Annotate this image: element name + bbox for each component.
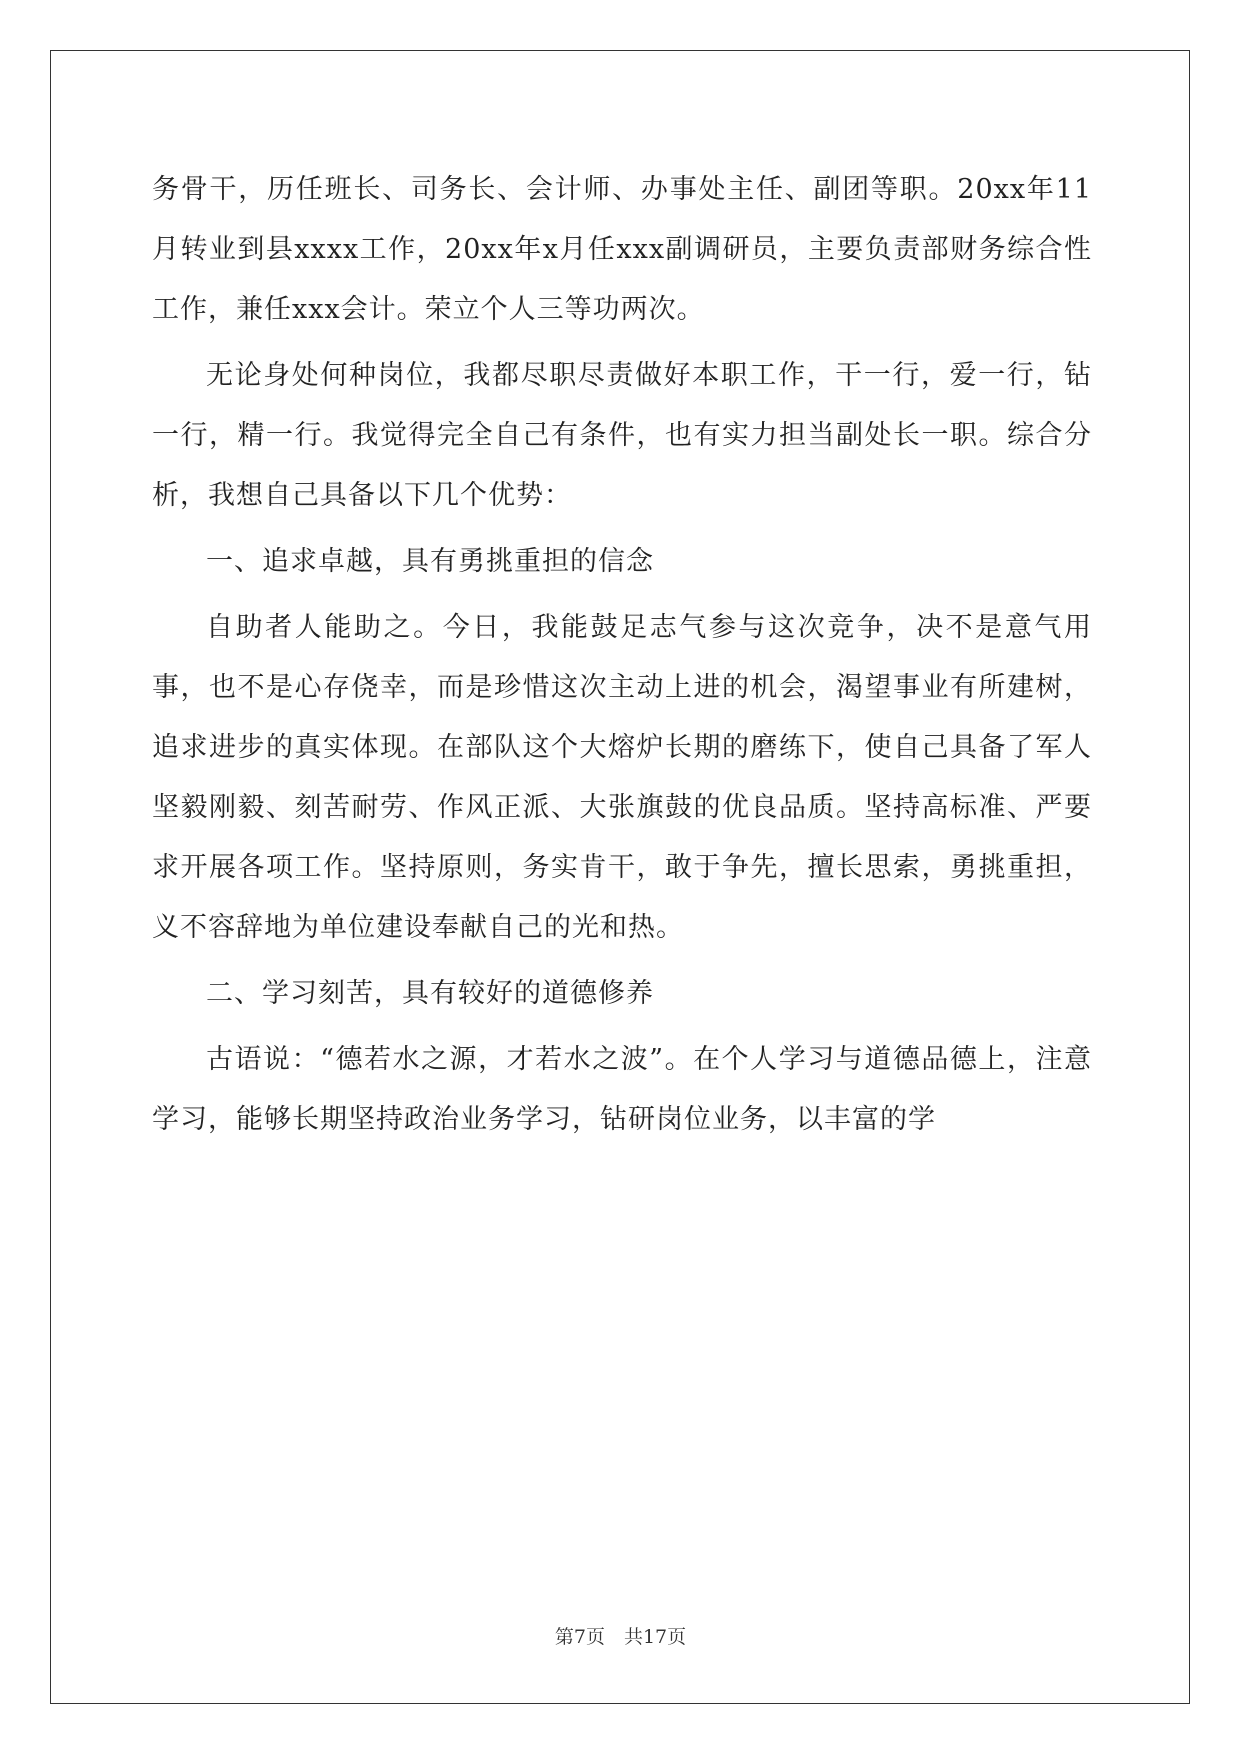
section-heading-2: 二、学习刻苦，具有较好的道德修养 [206, 978, 654, 1009]
paragraph-3: 自助者人能助之。今日，我能鼓足志气参与这次竞争，决不是意气用事，也不是心存侥幸，而是珍惜这次主动上进的机会，渴望事业有所建树，追求进步的真实体现。在部队这个大熔炉长期的磨练下，使自己具备了军人坚毅刚毅、刻苦耐劳、作风正派、大张旗鼓的优良品质。坚持高标准、严要求开展各项工作。坚持原则，务实肯干，敢于争先，擅长思索，勇挑重担，义不容辞地为单位建设奉献自己的光和热。 [152, 612, 1092, 943]
paragraph-1: 务骨干，历任班长、司务长、会计师、办事处主任、副团等职。20xx年11月转业到县xxxx工作，20xx年x月任xxx副调研员，主要负责部财务综合性工作，兼任xxx会计。荣立个人三等功两次。 [152, 174, 1092, 325]
paragraph-2: 无论身处何种岗位，我都尽职尽责做好本职工作，干一行，爱一行，钻一行，精一行。我觉得完全自己有条件，也有实力担当副处长一职。综合分析，我想自己具备以下几个优势： [152, 360, 1092, 511]
paragraph-4: 古语说：“德若水之源，才若水之波”。在个人学习与道德品德上，注意学习，能够长期坚持政治业务学习，钻研岗位业务，以丰富的学 [152, 1044, 1092, 1135]
page-number: 第7页 共17页 [554, 1626, 687, 1648]
section-heading-1: 一、追求卓越，具有勇挑重担的信念 [206, 546, 654, 577]
document-body [152, 160, 1092, 1150]
